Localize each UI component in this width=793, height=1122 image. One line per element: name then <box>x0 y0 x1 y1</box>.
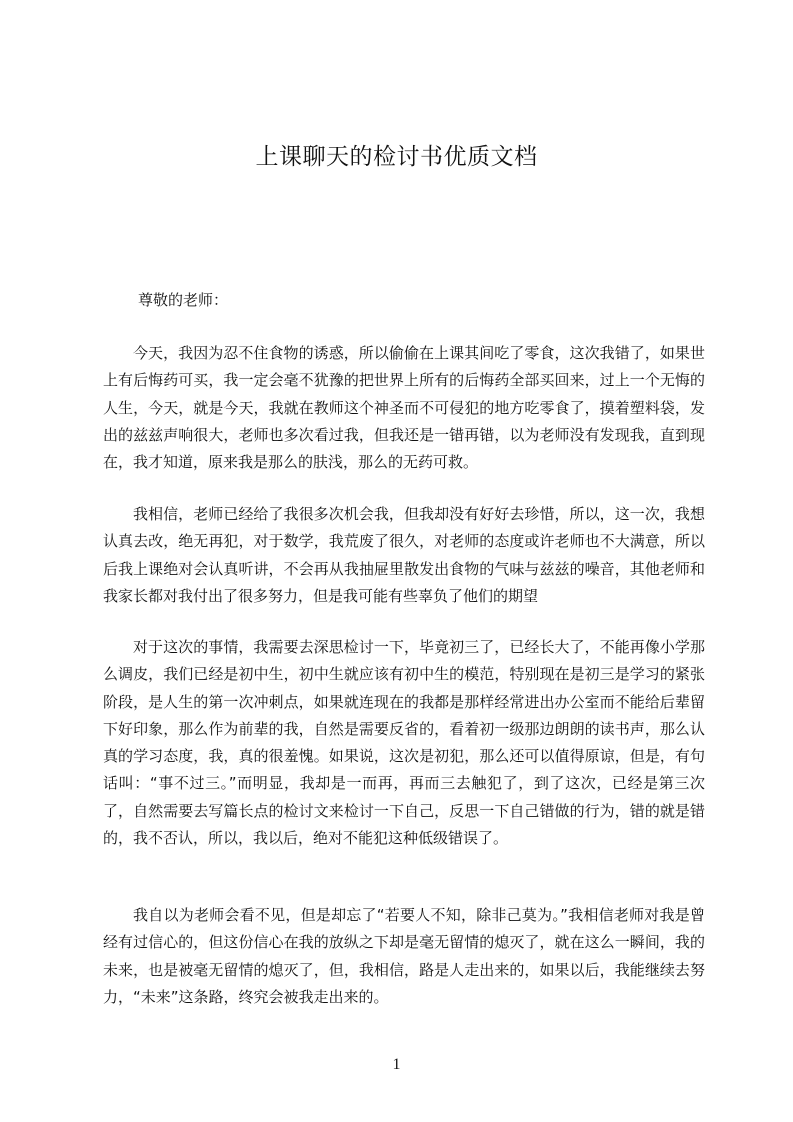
document-title: 上课聊天的检讨书优质文档 <box>255 144 538 170</box>
paragraph-2: 我相信，老师已经给了我很多次机会我，但我却没有好好去珍惜，所以，这一次，我想认真去改，绝无再犯，对于数学，我荒废了很久，对老师的态度或许老师也不大满意，所以后我上课绝对会认真听讲，不会再从我抽屉里散发出食物的气味与兹兹的噪音，其他老师和我家长都对我付出了很多努力，但是我可能有些辜负了他们的期望 <box>103 505 705 605</box>
salutation: 尊敬的老师： <box>138 291 229 309</box>
paragraph-1: 今天，我因为忍不住食物的诱惑，所以偷偷在上课其间吃了零食，这次我错了，如果世上有后悔药可买，我一定会毫不犹豫的把世界上所有的后悔药全部买回来，过上一个无悔的人生，今天，就是今天，我就在教师这个神圣而不可侵犯的地方吃零食了，摸着塑料袋，发出的兹兹声响很大，老师也多次看过我，但我还是一错再错，以为老师没有发现我，直到现在，我才知道，原来我是那么的肤浅，那么的无药可救。 <box>103 344 705 472</box>
paragraph-3: 对于这次的事情，我需要去深思检讨一下，毕竟初三了，已经长大了，不能再像小学那么调皮，我们已经是初中生，初中生就应该有初中生的模范，特别现在是初三是学习的紧张阶段，是人生的第一次冲刺点，如果就连现在的我都是那样经常进出办公室而不能给后辈留下好印象，那么作为前辈的我，自然是需要反省的，看着初一级那边朗朗的读书声，那么认真的学习态度，我，真的很羞愧。如果说，这次是初犯，那么还可以值得原谅，但是，有句话叫：“事不过三。”而明显，我却是一而再，再而三去触犯了，到了这次，已经是第三次了，自然需要去写篇长点的检讨文来检讨一下自己，反思一下自己错做的行为，错的就是错的，我不否认，所以，我以后，绝对不能犯这种低级错误了。 <box>103 638 705 848</box>
page-number: 1 <box>392 1056 401 1073</box>
paragraph-4: 我自以为老师会看不见，但是却忘了“若要人不知，除非己莫为。”我相信老师对我是曾经有过信心的，但这份信心在我的放纵之下却是毫无留情的熄灭了，就在这么一瞬间，我的未来，也是被毫无留情的熄灭了，但，我相信，路是人走出来的，如果以后，我能继续去努力，“未来”这条路，终究会被我走出来的。 <box>103 906 705 1006</box>
